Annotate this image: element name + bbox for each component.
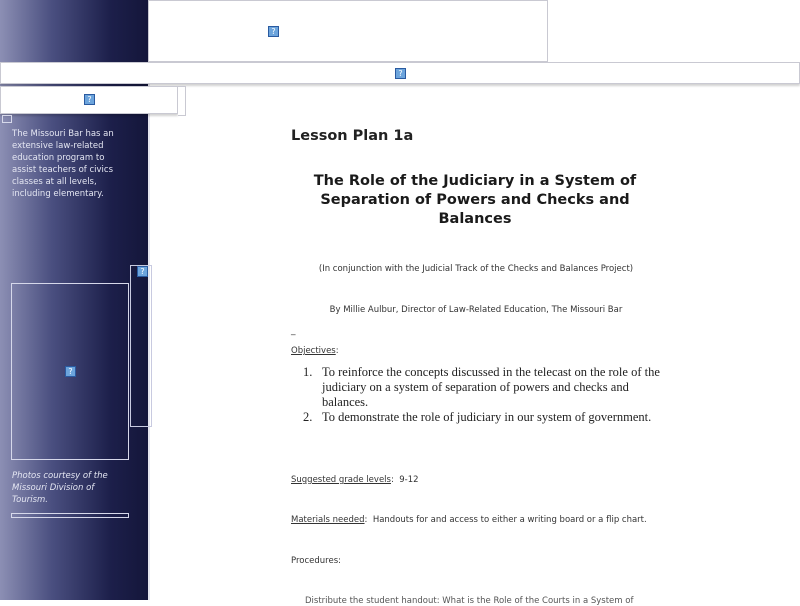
sidebar-divider-bar xyxy=(11,513,129,518)
divider-mark xyxy=(2,115,12,123)
broken-image-icon[interactable]: ? xyxy=(137,266,148,277)
photo-credit: Photos courtesy of the Missouri Division of Tourism. xyxy=(12,471,108,505)
separator-mark: _ xyxy=(291,326,296,336)
sidebar-intro-text: The Missouri Bar has an extensive law-related education program to assist teachers of civics classes at all levels, including elementary. xyxy=(12,129,114,199)
lesson-label: Lesson Plan 1a xyxy=(291,128,414,144)
header-frame-top xyxy=(148,0,548,62)
materials-needed: Materials needed: Handouts for and access to either a writing board or a flip chart. xyxy=(291,515,647,525)
grade-levels: Suggested grade levels: 9-12 xyxy=(291,475,419,485)
procedures-item-truncated: Distribute the student handout: What is the Role of the Courts in a System of xyxy=(305,596,634,606)
sidebar-image-frame-narrow xyxy=(130,265,152,427)
objectives-heading: Objectives: xyxy=(291,346,339,356)
subtitle: (In conjunction with the Judicial Track of the Checks and Balances Project) xyxy=(318,264,634,274)
byline: By Millie Aulbur, Director of Law-Related Education, The Missouri Bar xyxy=(329,305,623,315)
objectives-list xyxy=(303,365,673,425)
broken-image-icon[interactable]: ? xyxy=(84,94,95,105)
materials-value: Handouts for and access to either a writing board or a flip chart. xyxy=(372,515,647,525)
header-frame-left-edge xyxy=(178,86,186,116)
page-title: The Role of the Judiciary in a System of Separation of Powers and Checks and Balances xyxy=(313,173,637,227)
broken-image-icon[interactable]: ? xyxy=(395,68,406,79)
list-item: 2. To demonstrate the role of judiciary in our system of government. xyxy=(303,410,652,424)
list-item: 1. To reinforce the concepts discussed in the telecast on the role of the judiciary on a system of separation of powers and checks and balances. xyxy=(303,365,660,409)
procedures-heading: Procedures: xyxy=(291,556,341,566)
broken-image-icon[interactable]: ? xyxy=(65,366,76,377)
broken-image-icon[interactable]: ? xyxy=(268,26,279,37)
grade-levels-value: 9-12 xyxy=(399,475,419,485)
